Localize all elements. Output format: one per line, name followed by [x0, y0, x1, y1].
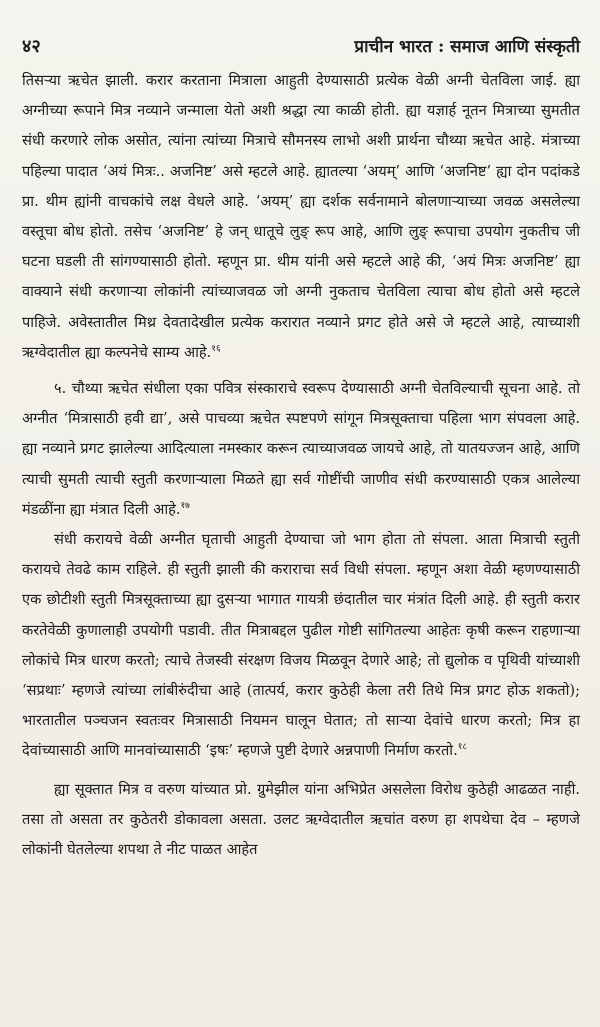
paragraph-1-text: तिसऱ्या ऋचेत झाली. करार करताना मित्राला आहुती देण्यासाठी प्रत्येक वेळी अग्नी चेतविला जाई. ह्या अग्नीच्या रूपाने मित्र नव्याने जन्माला येतो अशी श्रद्धा त्या काळी होती. ह्या यज्ञार्ह नूतन मित्राच्या सुमतीत संधी करणारे लोक असोत, त्यांना त्यांच्या मित्राचे सौमनस्य लाभो अशी प्रार्थना चौथ्या ऋचेत आहे. मंत्राच्या पहिल्या पादात ‘अयं मित्रः.. अजनिष्ट’ असे म्हटले आहे. ह्यातल्या ‘अयम्’ आणि ‘अजनिष्ट’ ह्या दोन पदांकडे प्रा. थीम ह्यांनी वाचकांचे लक्ष वेधले आहे. ‘अयम्’ ह्या दर्शक सर्वनामाने बोलणाऱ्याच्या जवळ असलेल्या वस्तूचा बोध होतो. तसेच ‘अजनिष्ट’ हे जन् धातूचे लुङ् रूप आहे, आणि लुङ् रूपाचा उपयोग नुकतीच जी घटना घडली ती सांगण्यासाठी होतो. म्हणून प्रा. थीम यांनी असे म्हटले आहे की, ‘अयं मित्रः अजनिष्ट’ ह्या वाक्याने संधी करणाऱ्या लोकांनी त्यांच्याजवळ जो अग्नी नुकताच चेतविला त्याचा बोध होतो असे म्हटले पाहिजे. अवेस्तातील मिथ्र देवतादेखील प्रत्येक करारात नव्याने प्रगट होते असे जे म्हटले आहे, त्याच्याशी ऋग्वेदातील ह्या कल्पनेचे साम्य आहे. — [22, 72, 580, 361]
footnote-ref-16: १६ — [211, 343, 221, 354]
page-number: ४२ — [22, 36, 41, 57]
page-header — [22, 34, 580, 58]
paragraph-2 — [22, 374, 580, 525]
running-head: प्राचीन भारत : समाज आणि संस्कृती — [354, 37, 580, 57]
footnote-ref-17: १७ — [180, 500, 190, 511]
paragraph-1 — [22, 66, 580, 368]
paragraph-4-text: ह्या सूक्तात मित्र व वरुण यांच्यात प्रो. ग्रुमेझील यांना अभिप्रेत असलेला विरोध कुठेही आढळत नाही. तसा तो असता तर कुठेतरी डोकावला असता. उलट ऋग्वेदातील ऋचांत वरुण हा शपथेचा देव – म्हणजे लोकांनी घेतलेल्या शपथा ते नीट पाळत आहेत — [22, 780, 580, 859]
paragraph-3 — [22, 525, 580, 767]
paragraph-2-text: ५. चौथ्या ऋचेत संधीला एका पवित्र संस्काराचे स्वरूप देण्यासाठी अग्नी चेतविल्याची सूचना आहे. तो अग्नीत ‘मित्रासाठी हवी द्या’, असे पाचव्या ऋचेत स्पष्टपणे सांगून मित्रसूक्ताचा पहिला भाग संपवला आहे. ह्या नव्याने प्रगट झालेल्या आदित्याला नमस्कार करून त्याच्याजवळ जायचे आहे, तो यातयज्जन आहे, आणि त्याची सुमती त्याची स्तुती करणाऱ्याला मिळते ह्या सर्व गोष्टींची जाणीव संधी करण्यासाठी एकत्र आलेल्या मंडळींना ह्या मंत्रात दिली आहे. — [22, 380, 580, 518]
body-text — [22, 66, 580, 865]
paragraph-4 — [22, 775, 580, 866]
footnote-ref-18: १८ — [457, 742, 468, 753]
paragraph-3-text: संधी करायचे वेळी अग्नीत घृताची आहुती देण्याचा जो भाग होता तो संपला. आता मित्राची स्तुती करायचे तेवढे काम राहिले. ही स्तुती झाली की कराराचा सर्व विधी संपला. म्हणून अशा वेळी म्हणण्यासाठी एक छोटीशी स्तुती मित्रसूक्ताच्या ह्या दुसऱ्या भागात गायत्री छंदातील चार मंत्रांत दिली आहे. ही स्तुती करार करतेवेळी कुणालाही उपयोगी पडावी. तीत मित्राबद्दल पुढील गोष्टी सांगितल्या आहेतः कृषी करून राहणाऱ्या लोकांचे मित्र धारण करतो; त्याचे तेजस्वी संरक्षण विजय मिळवून देणारे आहे; तो द्युलोक व पृथिवी यांच्याशी ‘सप्रथाः’ म्हणजे त्यांच्या लांबीरुंदीचा आहे (तात्पर्य, करार कुठेही केला तरी तिथे मित्र प्रगट होऊ शकतो); भारतातील पञ्चजन स्वतःवर मित्रासाठी नियमन घालून घेतात; तो साऱ्या देवांचे धारण करतो; मित्र हा देवांच्यासाठी आणि मानवांच्यासाठी ‘इषः’ म्हणजे पुष्टी देणारे अन्नपाणी निर्माण करतो. — [22, 531, 580, 760]
